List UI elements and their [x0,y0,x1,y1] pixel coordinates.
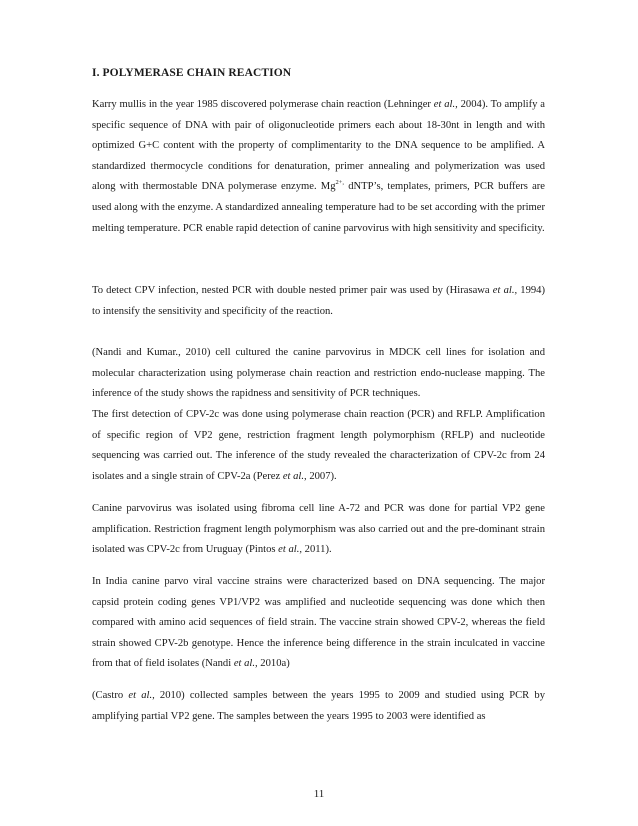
text-run: Canine parvovirus was isolated using fibroma cell line A-72 and PCR was done for partial VP2 gene amplification. Restriction fragment length polymorphism was also carried out and the pre-dominant strain isolated was CPV-2c from Uruguay (Pintos [92,503,545,556]
text-run: 2004). To amplify a specific sequence of DNA with pair of oligonucleotide primers each about 18-30nt in length and with optimized G+C content with the property of complimentarity to the DNA sequence to be amplified. A standardized thermocycle conditions for denaturation, primer annealing and polymerization was used along with thermostable DNA polymerase enzyme. Mg [92,99,545,193]
citation-et-al: et al., [492,285,518,296]
text-run: In India canine parvo viral vaccine strains were characterized based on DNA sequencing. The major capsid protein coding genes VP1/VP2 was amplified and nucleotide sequencing was done which then compared with amino acid sequences of field strain. The vaccine strain showed CPV-2, whereas the field strain showed CPV-2b genotype. Hence the inference being difference in the strain inculcated in vaccine from that of field isolates (Nandi [92,576,545,670]
text-run: (Nandi and Kumar., 2010) cell cultured the canine parvovirus in MDCK cell lines for isolation and molecular characterization using polymerase chain reaction and restriction endo-nuclease mapping. The inference of the study shows the rapidness and sensitivity of PCR techniques. [92,347,545,400]
paragraph-castro-study [92,686,545,727]
text-run: 2007). [306,470,337,482]
citation-et-al: et al., [278,544,303,556]
citation-et-al: et al., [282,470,307,482]
section-heading: I. POLYMERASE CHAIN REACTION [92,67,292,79]
text-run: 2010) collected samples between the years 1995 to 2009 and studied using PCR by amplifying partial VP2 gene. The samples between the years 1995 to 2003 were identified as [92,690,545,722]
paragraph-india-vaccine-strains [92,572,545,675]
paragraph-mdck-isolation [92,343,545,405]
citation-et-al: et al., [433,99,458,110]
superscript: 2+, [335,179,345,187]
paragraph-uruguay-isolation [92,499,545,561]
citation-et-al: et al., [128,690,155,701]
page-number: 11 [313,788,325,800]
paragraph-cpv2c-detection [92,405,545,487]
text-run: Karry mullis in the year 1985 discovered polymerase chain reaction (Lehninger [92,99,434,110]
text-run: The first detection of CPV-2c was done using polymerase chain reaction (PCR) and RFLP. Amplification of specific region of VP2 gene, restriction fragment length polymorphism (RFLP) and nucleotide sequencing was carried out. The inference of the study revealed the characterization of CPV-2c from 24 isolates and a single strain of CPV-2a (Perez [92,409,545,482]
text-run: 1994) to intensify the sensitivity and specificity of the reaction. [92,285,545,317]
citation-et-al: et al., [233,658,258,670]
paragraph-pcr-discovery [92,95,545,239]
text-run: dNTP’s, templates, primers, PCR buffers are used along with the enzyme. A standardized annealing temperature had to be set according with the primer melting temperature. PCR enable rapid detection of canine parvovirus with high sensitivity and specificity. [92,181,545,234]
text-run: 2011). [302,544,332,556]
text-run: To detect CPV infection, nested PCR with double nested primer pair was used by (Hirasawa [92,285,493,296]
text-run: 2010a) [257,658,290,670]
paragraph-nested-pcr [92,281,545,322]
text-run: (Castro [92,690,129,701]
